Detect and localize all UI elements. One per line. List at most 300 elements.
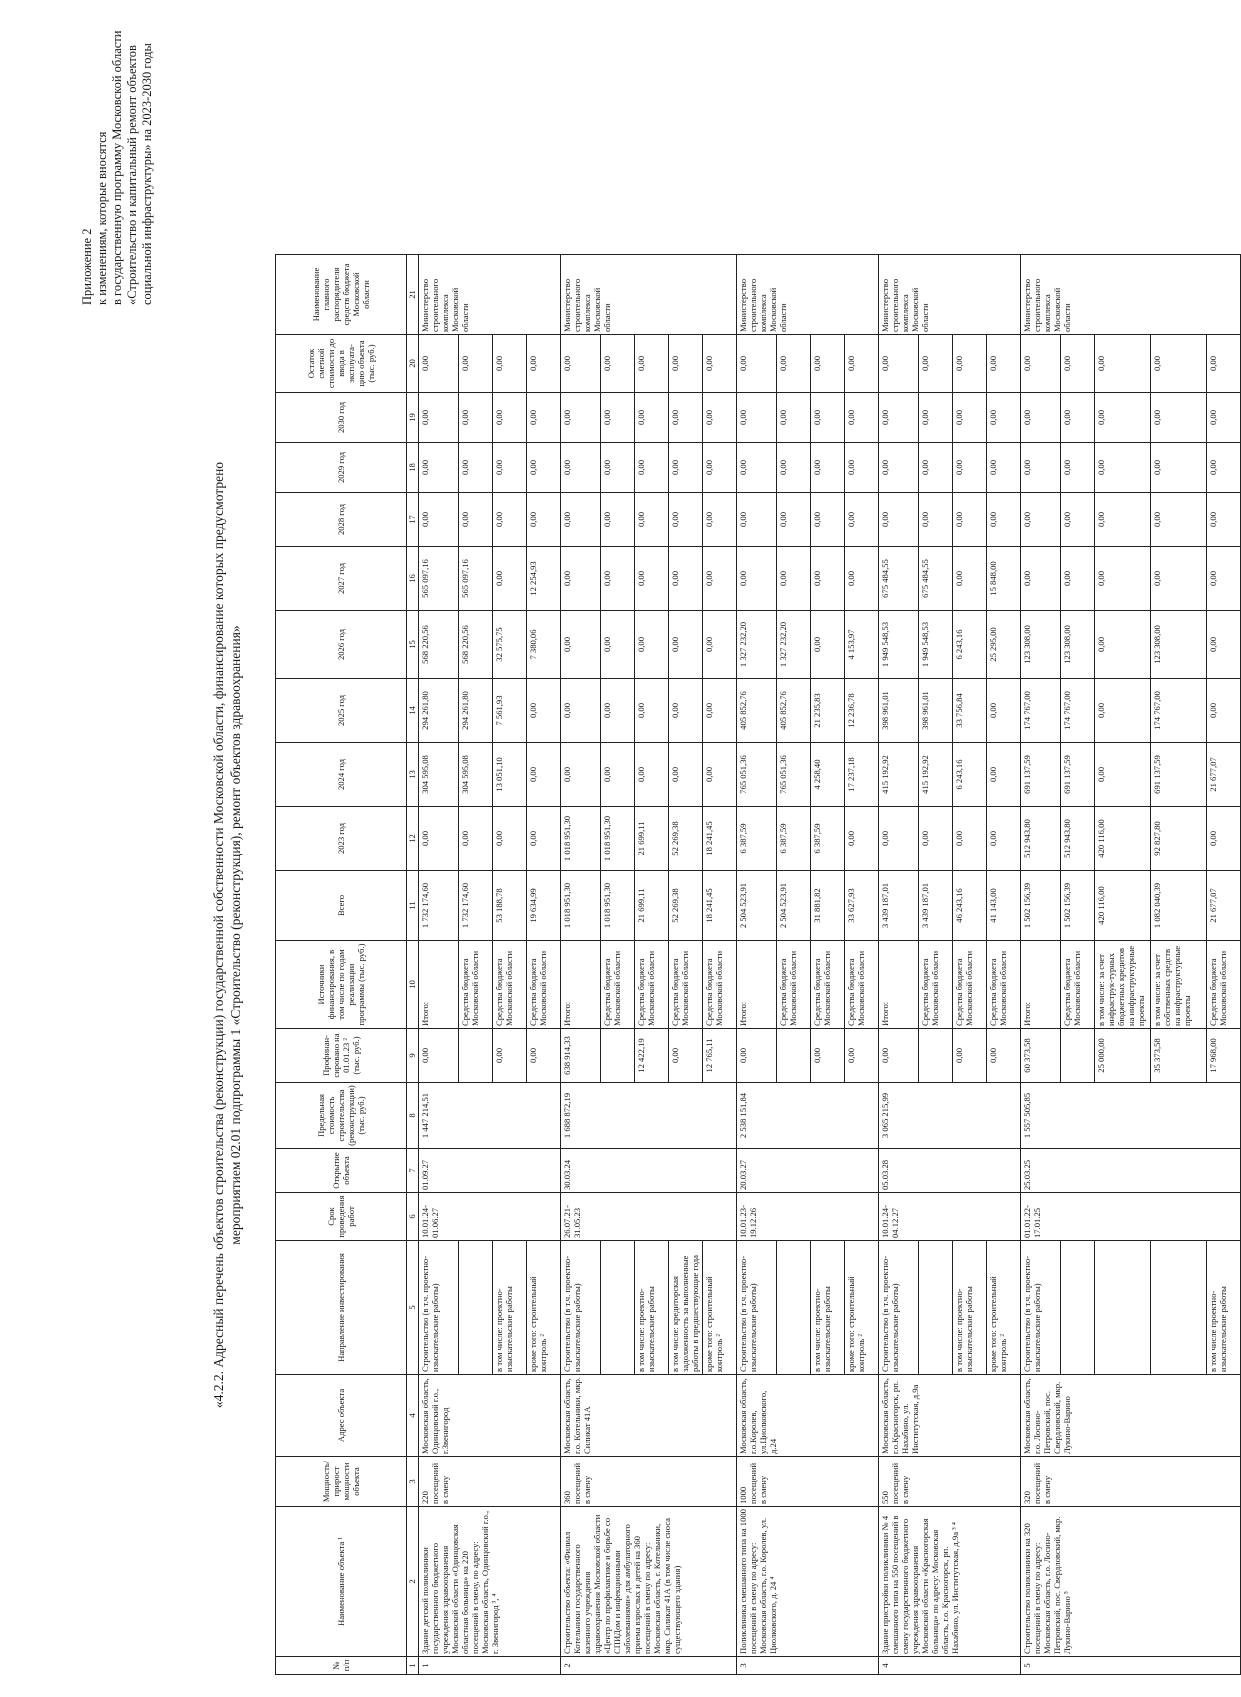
investment-direction: в том числе проектно-изыскательские работы: [1207, 1241, 1241, 1375]
amount-cell: 0,00: [845, 335, 879, 393]
amount-cell: 1 502 156,39: [1061, 871, 1095, 941]
investment-direction: кроме того: строительный контроль ²: [845, 1241, 879, 1375]
financed-value: 35 373,58: [1151, 1029, 1207, 1083]
column-number: 9: [407, 1029, 419, 1083]
amount-cell: 21 677,07: [1207, 743, 1241, 807]
amount-cell: 0,00: [703, 443, 737, 493]
amount-cell: 0,00: [635, 547, 669, 611]
column-header: Профинан-сировано на 01.01.23 ² (тыс. руб.): [276, 1029, 407, 1083]
funding-source: Средства бюджета Московской области: [1207, 941, 1241, 1029]
amount-cell: 0,00: [527, 335, 561, 393]
funding-source: Итого:: [879, 941, 919, 1029]
column-header: Наименование объекта ¹: [276, 1507, 407, 1657]
column-header: Мощность/ прирост мощности объекта: [276, 1457, 407, 1507]
object-address: Московская область, г.о. Котельники, мкр. Силикат 41А: [561, 1375, 737, 1457]
amount-cell: 691 137,59: [1061, 743, 1095, 807]
budget-manager: Министерство строительного комплекса Московской области: [1021, 255, 1241, 335]
column-number: 15: [407, 611, 419, 679]
amount-cell: 0,00: [1207, 393, 1241, 443]
object-number: 4: [879, 1657, 1021, 1675]
investment-direction: в том числе: кредиторская задолженность за выполненные работы в предшествующие года: [669, 1241, 703, 1375]
financed-value: [777, 1029, 811, 1083]
amount-cell: 0,00: [1151, 443, 1207, 493]
amount-cell: 41 143,00: [987, 871, 1021, 941]
financed-value: [1061, 1029, 1095, 1083]
amount-cell: 0,00: [1021, 443, 1061, 493]
amount-cell: 0,00: [987, 393, 1021, 443]
column-number: 6: [407, 1193, 419, 1241]
financed-value: 0,00: [987, 1029, 1021, 1083]
amount-cell: 0,00: [493, 335, 527, 393]
column-header: Срок проведения работ: [276, 1193, 407, 1241]
investment-direction: Строительство (в т.ч. проектно-изыскательские работы): [737, 1241, 777, 1375]
object-opening: 30.03.24: [561, 1149, 737, 1193]
column-header: Адрес объекта: [276, 1375, 407, 1457]
investment-direction: Строительство (в т.ч. проектно-изыскательские работы): [561, 1241, 601, 1375]
amount-cell: 0,00: [669, 743, 703, 807]
amount-cell: 0,00: [737, 335, 777, 393]
amount-cell: 0,00: [1207, 611, 1241, 679]
amount-cell: 123 308,00: [1061, 611, 1095, 679]
amount-cell: 0,00: [561, 393, 601, 443]
object-capacity: 320 посещений в смену: [1021, 1457, 1241, 1507]
funding-source: Средства бюджета Московской области: [987, 941, 1021, 1029]
amount-cell: 0,00: [601, 611, 635, 679]
table-row: [419, 255, 459, 1675]
column-header: Наименование главного распорядителя средств бюджета Московской области: [276, 255, 407, 335]
funding-source: Средства бюджета Московской области: [459, 941, 493, 1029]
financed-value: 0,00: [669, 1029, 703, 1083]
amount-cell: 691 137,59: [1021, 743, 1061, 807]
funding-source: Средства бюджета Московской области: [919, 941, 953, 1029]
financed-value: 0,00: [879, 1029, 919, 1083]
column-number: 2: [407, 1507, 419, 1657]
amount-cell: 0,00: [527, 443, 561, 493]
funding-source: Средства бюджета Московской области: [635, 941, 669, 1029]
amount-cell: 0,00: [601, 743, 635, 807]
investment-direction: Строительство (в т.ч. проектно-изыскательские работы): [879, 1241, 919, 1375]
funding-source: Средства бюджета Московской области: [527, 941, 561, 1029]
funding-source: в том числе: за счет инфраструк-турных бюджетных кредитов на инфраструктурные проекты: [1095, 941, 1151, 1029]
object-address: Московская область, г.о.Королев, ул.Циолковского, д.24: [737, 1375, 879, 1457]
amount-cell: 565 097,16: [459, 547, 493, 611]
amount-cell: 1 502 156,39: [1021, 871, 1061, 941]
investment-direction: [459, 1241, 493, 1375]
appendix-line: в государственную программу Московской области: [110, 30, 124, 305]
amount-cell: 0,00: [601, 443, 635, 493]
amount-cell: 1 732 174,60: [419, 871, 459, 941]
amount-cell: 0,00: [777, 547, 811, 611]
amount-cell: 174 767,00: [1021, 679, 1061, 743]
amount-cell: 405 852,76: [777, 679, 811, 743]
column-number: 5: [407, 1241, 419, 1375]
address-list-table: [275, 254, 1241, 1675]
object-opening: 05.03.28: [879, 1149, 1021, 1193]
amount-cell: 0,00: [811, 547, 845, 611]
amount-cell: 21 699,11: [635, 807, 669, 871]
amount-cell: 512 943,80: [1021, 807, 1061, 871]
appendix-line: к изменениям, которые вносятся: [95, 131, 109, 305]
column-number: 13: [407, 743, 419, 807]
amount-cell: 0,00: [527, 743, 561, 807]
amount-cell: 0,00: [737, 547, 777, 611]
amount-cell: 13 051,10: [493, 743, 527, 807]
amount-cell: 32 575,75: [493, 611, 527, 679]
amount-cell: 0,00: [669, 393, 703, 443]
column-header: 2028 год: [276, 493, 407, 547]
column-number: 12: [407, 807, 419, 871]
funding-source: Итого:: [737, 941, 777, 1029]
funding-source: Средства бюджета Московской области: [1061, 941, 1095, 1029]
document-title: [210, 395, 244, 1475]
amount-cell: 0,00: [845, 547, 879, 611]
financed-value: 0,00: [493, 1029, 527, 1083]
amount-cell: 420 116,00: [1095, 807, 1151, 871]
column-number: 4: [407, 1375, 419, 1457]
table-row: [1021, 255, 1061, 1675]
column-header: 2023 год: [276, 807, 407, 871]
budget-manager: Министерство строительного комплекса Московской области: [737, 255, 879, 335]
amount-cell: 0,00: [459, 393, 493, 443]
funding-source: Средства бюджета Московской области: [811, 941, 845, 1029]
amount-cell: 0,00: [919, 493, 953, 547]
financed-value: 638 914,33: [561, 1029, 601, 1083]
title-line: мероприятием 02.01 подпрограммы 1 «Строительство (реконструкция), ремонт объектов здравоохранения»: [228, 625, 243, 1245]
amount-cell: 0,00: [459, 807, 493, 871]
investment-direction: Строительство (в т.ч. проектно-изыскательские работы): [419, 1241, 459, 1375]
amount-cell: 19 634,99: [527, 871, 561, 941]
object-number: 2: [561, 1657, 737, 1675]
column-header: 2026 год: [276, 611, 407, 679]
amount-cell: 33 756,84: [953, 679, 987, 743]
amount-cell: 0,00: [601, 493, 635, 547]
amount-cell: 1 949 548,53: [919, 611, 953, 679]
funding-source: Средства бюджета Московской области: [845, 941, 879, 1029]
amount-cell: 0,00: [703, 679, 737, 743]
object-number: 5: [1021, 1657, 1241, 1675]
amount-cell: 12 236,78: [845, 679, 879, 743]
amount-cell: 0,00: [811, 493, 845, 547]
table-body: [419, 255, 1241, 1675]
amount-cell: 0,00: [419, 335, 459, 393]
column-number: 10: [407, 941, 419, 1029]
amount-cell: 0,00: [919, 807, 953, 871]
amount-cell: 0,00: [419, 493, 459, 547]
financed-value: [919, 1029, 953, 1083]
amount-cell: 0,00: [845, 393, 879, 443]
object-capacity: 550 посещений в смену: [879, 1457, 1021, 1507]
work-period: 10.01.24-01.06.27: [419, 1193, 561, 1241]
amount-cell: 0,00: [419, 443, 459, 493]
amount-cell: 1 949 548,53: [879, 611, 919, 679]
amount-cell: 0,00: [777, 335, 811, 393]
amount-cell: 6 243,16: [953, 611, 987, 679]
amount-cell: 6 387,59: [811, 807, 845, 871]
amount-cell: 0,00: [1061, 443, 1095, 493]
amount-cell: 0,00: [919, 393, 953, 443]
column-number: 11: [407, 871, 419, 941]
funding-source: Средства бюджета Московской области: [669, 941, 703, 1029]
financed-value: 25 000,00: [1095, 1029, 1151, 1083]
column-header: 2030 год: [276, 393, 407, 443]
amount-cell: 0,00: [987, 493, 1021, 547]
amount-cell: 415 192,92: [879, 743, 919, 807]
table-row: [561, 255, 601, 1675]
column-number: 7: [407, 1149, 419, 1193]
work-period: 10.01.24-04.12.27: [879, 1193, 1021, 1241]
amount-cell: 0,00: [561, 679, 601, 743]
amount-cell: 0,00: [953, 393, 987, 443]
amount-cell: 0,00: [811, 393, 845, 443]
funding-source: в том числе: за счет собственных средств на инфраструктурные проекты: [1151, 941, 1207, 1029]
amount-cell: 398 961,01: [879, 679, 919, 743]
amount-cell: 0,00: [1151, 393, 1207, 443]
amount-cell: 0,00: [635, 611, 669, 679]
amount-cell: 0,00: [493, 393, 527, 443]
financed-value: 60 373,58: [1021, 1029, 1061, 1083]
amount-cell: 0,00: [635, 393, 669, 443]
amount-cell: 0,00: [703, 743, 737, 807]
amount-cell: 21 699,11: [635, 871, 669, 941]
amount-cell: 0,00: [703, 493, 737, 547]
amount-cell: 0,00: [419, 393, 459, 443]
financed-value: 12 765,11: [703, 1029, 737, 1083]
amount-cell: 0,00: [919, 443, 953, 493]
column-header: Остаток сметной стоимости до ввода в эксплуата-цию объекта (тыс. руб.): [276, 335, 407, 393]
financed-value: 0,00: [811, 1029, 845, 1083]
object-name: Поликлиника смешанного типа на 1000 посещений в смену по адресу: Московская область, г.о. Королев, ул. Циолковского, д. 24 ⁴: [737, 1507, 879, 1657]
amount-cell: 0,00: [845, 807, 879, 871]
amount-cell: 18 241,45: [703, 871, 737, 941]
amount-cell: 0,00: [527, 493, 561, 547]
amount-cell: 294 261,80: [459, 679, 493, 743]
amount-cell: 0,00: [811, 611, 845, 679]
amount-cell: 0,00: [703, 335, 737, 393]
investment-direction: кроме того: строительный контроль ²: [527, 1241, 561, 1375]
amount-cell: 0,00: [601, 547, 635, 611]
amount-cell: 0,00: [601, 679, 635, 743]
budget-manager: Министерство строительного комплекса Московской области: [879, 255, 1021, 335]
amount-cell: 0,00: [601, 393, 635, 443]
max-cost: 1 557 505,85: [1021, 1083, 1241, 1149]
column-header: 2027 год: [276, 547, 407, 611]
amount-cell: 1 327 232,20: [737, 611, 777, 679]
max-cost: 2 538 151,84: [737, 1083, 879, 1149]
amount-cell: 0,00: [987, 807, 1021, 871]
column-header: Открытие объекта: [276, 1149, 407, 1193]
financed-value: 0,00: [845, 1029, 879, 1083]
financed-value: 17 968,00: [1207, 1029, 1241, 1083]
amount-cell: 0,00: [879, 443, 919, 493]
object-number: 1: [419, 1657, 561, 1675]
amount-cell: 0,00: [493, 807, 527, 871]
investment-direction: кроме того: строительный контроль ²: [703, 1241, 737, 1375]
amount-cell: 0,00: [987, 335, 1021, 393]
amount-cell: 3 439 187,01: [919, 871, 953, 941]
amount-cell: 0,00: [1095, 335, 1151, 393]
amount-cell: 0,00: [1061, 393, 1095, 443]
amount-cell: 1 018 951,30: [601, 871, 635, 941]
amount-cell: 0,00: [1095, 493, 1151, 547]
amount-cell: 2 504 523,91: [777, 871, 811, 941]
column-number: 1: [407, 1657, 419, 1675]
object-opening: 25.03.25: [1021, 1149, 1241, 1193]
funding-source: Итого:: [419, 941, 459, 1029]
amount-cell: 174 767,00: [1151, 679, 1207, 743]
amount-cell: 0,00: [669, 679, 703, 743]
investment-direction: [601, 1241, 635, 1375]
amount-cell: 0,00: [561, 443, 601, 493]
object-capacity: 360 посещений в смену: [561, 1457, 737, 1507]
object-name: Здание пристройки поликлиники № 4 смешанного типа на 550 посещений в смену государственного бюджетного учреждения здравоохранения Московской области «Красногорская больница» по адресу: Московская область, г.о. Красногорск, рп. Нахабино, ул. Институтская, д.9а ³ ⁴: [879, 1507, 1021, 1657]
amount-cell: 0,00: [737, 493, 777, 547]
amount-cell: 0,00: [919, 335, 953, 393]
amount-cell: 0,00: [669, 335, 703, 393]
max-cost: 1 447 214,51: [419, 1083, 561, 1149]
object-capacity: 1000 посещений в смену: [737, 1457, 879, 1507]
amount-cell: 0,00: [459, 443, 493, 493]
work-period: 10.01.23-19.12.26: [737, 1193, 879, 1241]
column-number-row: [407, 255, 419, 1675]
amount-cell: 1 732 174,60: [459, 871, 493, 941]
amount-cell: 18 241,45: [703, 807, 737, 871]
amount-cell: 0,00: [987, 443, 1021, 493]
column-header: Направление инвестирования: [276, 1241, 407, 1375]
header-row: [276, 255, 407, 1675]
amount-cell: 304 595,08: [459, 743, 493, 807]
amount-cell: 0,00: [1207, 807, 1241, 871]
funding-source: Средства бюджета Московской области: [953, 941, 987, 1029]
amount-cell: 304 595,08: [419, 743, 459, 807]
amount-cell: 6 387,59: [737, 807, 777, 871]
amount-cell: 0,00: [635, 493, 669, 547]
amount-cell: 52 269,38: [669, 871, 703, 941]
amount-cell: 0,00: [635, 335, 669, 393]
funding-source: Средства бюджета Московской области: [601, 941, 635, 1029]
amount-cell: 0,00: [953, 493, 987, 547]
object-address: Московская область, Одинцовский г.о., г.Звенигород: [419, 1375, 561, 1457]
work-period: 26.07.21-31.05.23: [561, 1193, 737, 1241]
column-header: № п/п: [276, 1657, 407, 1675]
investment-direction: [1061, 1241, 1095, 1375]
amount-cell: 0,00: [561, 611, 601, 679]
amount-cell: 420 116,00: [1095, 871, 1151, 941]
amount-cell: 512 943,80: [1061, 807, 1095, 871]
amount-cell: 0,00: [419, 807, 459, 871]
financed-value: 0,00: [419, 1029, 459, 1083]
amount-cell: 0,00: [601, 335, 635, 393]
amount-cell: 123 308,00: [1021, 611, 1061, 679]
amount-cell: 765 051,36: [777, 743, 811, 807]
amount-cell: 0,00: [845, 493, 879, 547]
column-number: 17: [407, 493, 419, 547]
max-cost: 1 688 872,19: [561, 1083, 737, 1149]
funding-source: Средства бюджета Московской области: [703, 941, 737, 1029]
object-name: Строительство поликлиники на 320 посещений в смену по адресу: Московская область, г.о. Лосино-Петровский, пос. Свердловский, мкр. Лукино-Варино ⁵: [1021, 1507, 1241, 1657]
amount-cell: 0,00: [669, 611, 703, 679]
investment-direction: [1095, 1241, 1151, 1375]
amount-cell: 415 192,92: [919, 743, 953, 807]
amount-cell: 0,00: [777, 393, 811, 443]
amount-cell: 123 308,00: [1151, 611, 1207, 679]
amount-cell: 0,00: [1095, 443, 1151, 493]
object-address: Московская область, г.о. Лосино-Петровский, пос. Свердловский, мкр. Лукино-Варино: [1021, 1375, 1241, 1457]
amount-cell: 0,00: [1095, 547, 1151, 611]
column-number: 14: [407, 679, 419, 743]
amount-cell: 0,00: [493, 493, 527, 547]
amount-cell: 17 237,18: [845, 743, 879, 807]
column-header: 2024 год: [276, 743, 407, 807]
investment-direction: [919, 1241, 953, 1375]
object-number: 3: [737, 1657, 879, 1675]
amount-cell: 0,00: [1151, 335, 1207, 393]
amount-cell: 0,00: [669, 493, 703, 547]
amount-cell: 568 220,56: [419, 611, 459, 679]
work-period: 01.01.22-17.01.25: [1021, 1193, 1241, 1241]
column-header: 2025 год: [276, 679, 407, 743]
object-opening: 20.03.27: [737, 1149, 879, 1193]
amount-cell: 0,00: [1061, 493, 1095, 547]
amount-cell: 0,00: [459, 493, 493, 547]
column-header: 2029 год: [276, 443, 407, 493]
column-header: Предельная стоимость строительства (реконструкции) (тыс. руб.): [276, 1083, 407, 1149]
amount-cell: 0,00: [737, 393, 777, 443]
investment-direction: в том числе: проектно-изыскательские работы: [811, 1241, 845, 1375]
column-number: 16: [407, 547, 419, 611]
amount-cell: 0,00: [1021, 393, 1061, 443]
object-name: Строительство объекта: «Филиал Котельники государственного казенного учреждения здравоохранения Московской области «Центр по профилактике и борьбе со СПИДом и инфекционными заболеваниями» для амбулаторного приема взрослых и детей на 360 посещений в смену по адресу: Московская область, г. Котельники, мкр. Силикат 41А (в том числе сноса существующего здания): [561, 1507, 737, 1657]
investment-direction: в том числе: проектно-изыскательские работы: [635, 1241, 669, 1375]
amount-cell: 0,00: [561, 335, 601, 393]
amount-cell: 53 188,78: [493, 871, 527, 941]
financed-value: 0,00: [527, 1029, 561, 1083]
amount-cell: 21 235,83: [811, 679, 845, 743]
amount-cell: 0,00: [561, 743, 601, 807]
amount-cell: 0,00: [1095, 611, 1151, 679]
amount-cell: 0,00: [953, 547, 987, 611]
amount-cell: 0,00: [1207, 335, 1241, 393]
amount-cell: 568 220,56: [459, 611, 493, 679]
document-sheet: [60, 15, 1228, 1675]
amount-cell: 0,00: [703, 611, 737, 679]
amount-cell: 0,00: [703, 393, 737, 443]
amount-cell: 3 439 187,01: [879, 871, 919, 941]
amount-cell: 691 137,59: [1151, 743, 1207, 807]
amount-cell: 0,00: [1021, 493, 1061, 547]
amount-cell: 0,00: [561, 547, 601, 611]
investment-direction: Строительство (в т.ч. проектно-изыскательские работы): [1021, 1241, 1061, 1375]
amount-cell: 92 827,80: [1151, 807, 1207, 871]
amount-cell: 0,00: [777, 493, 811, 547]
amount-cell: 0,00: [493, 547, 527, 611]
amount-cell: 0,00: [635, 443, 669, 493]
amount-cell: 0,00: [1207, 493, 1241, 547]
amount-cell: 0,00: [1207, 547, 1241, 611]
amount-cell: 0,00: [1021, 335, 1061, 393]
column-header: Всего: [276, 871, 407, 941]
appendix-note: [80, 31, 155, 305]
financed-value: [459, 1029, 493, 1083]
amount-cell: 0,00: [561, 493, 601, 547]
amount-cell: 33 627,93: [845, 871, 879, 941]
max-cost: 3 065 215,99: [879, 1083, 1021, 1149]
funding-source: Средства бюджета Московской области: [777, 941, 811, 1029]
amount-cell: 0,00: [1095, 393, 1151, 443]
amount-cell: 0,00: [1061, 335, 1095, 393]
amount-cell: 0,00: [669, 547, 703, 611]
column-number: 3: [407, 1457, 419, 1507]
amount-cell: 0,00: [811, 443, 845, 493]
